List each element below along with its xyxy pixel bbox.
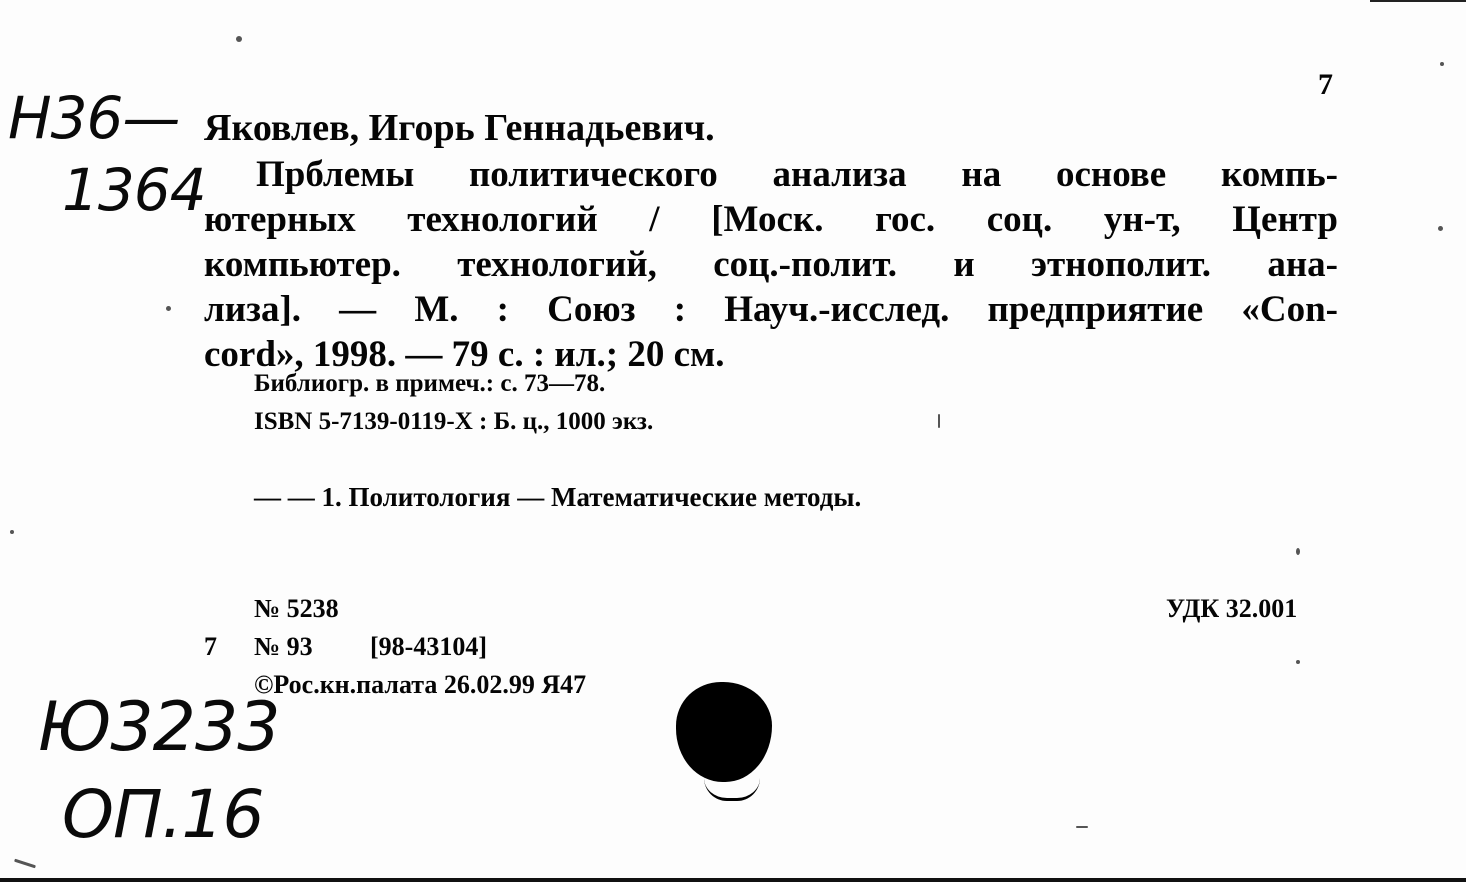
bibliography-note: Библиогр. в примеч.: с. 73—78. (254, 370, 606, 397)
description-line: лиза]. — М. : Союз : Науч.-исслед. предприятие «Con- (204, 289, 1338, 330)
book-chamber-line: ©Рос.кн.палата 26.02.99 Я47 (254, 670, 587, 699)
scan-speck (14, 859, 36, 869)
series-number: № 93 (254, 632, 313, 661)
handwritten-inventory-top: Ю3233 (38, 688, 280, 767)
isbn-line: ISBN 5-7139-0119-X : Б. ц., 1000 экз. (254, 408, 654, 435)
series-prefix: 7 (204, 632, 217, 661)
scan-speck (1296, 660, 1300, 664)
scan-speck (166, 306, 171, 311)
description-line: Прблемы политического анализа на основе компь- (256, 154, 1338, 195)
subject-heading: — — 1. Политология — Математические методы. (254, 482, 862, 512)
handwritten-inventory-bottom: ОП.16 (62, 776, 264, 853)
card-page-number: 7 (1318, 68, 1333, 101)
scan-speck (1440, 62, 1444, 66)
registration-code: [98-43104] (370, 632, 487, 661)
description-line: cord», 1998. — 79 с. : ил.; 20 см. (204, 334, 725, 375)
scan-speck (236, 36, 242, 42)
scan-edge-bottom (0, 878, 1466, 882)
bibliographic-description (204, 152, 1338, 377)
ink-blot (676, 682, 772, 782)
udc-code: УДК 32.001 (1166, 594, 1298, 623)
ink-blot-smear (704, 778, 760, 801)
scan-edge-top (1370, 0, 1466, 2)
description-line: компьютер. технологий, соц.-полит. и этнополит. ана- (204, 244, 1338, 285)
scan-speck (938, 414, 940, 428)
scan-speck (10, 530, 14, 534)
handwritten-shelf-mark-top: Н36— (8, 84, 180, 152)
scan-speck (1296, 548, 1300, 555)
author-heading: Яковлев, Игорь Геннадьевич. (204, 107, 715, 149)
handwritten-shelf-mark-bottom: 1364 (62, 156, 206, 224)
scan-speck (1076, 826, 1088, 828)
description-line: ютерных технологий / [Моск. гос. соц. ун-т, Центр (204, 199, 1338, 240)
scan-speck (1438, 226, 1443, 231)
record-number: № 5238 (254, 594, 339, 623)
